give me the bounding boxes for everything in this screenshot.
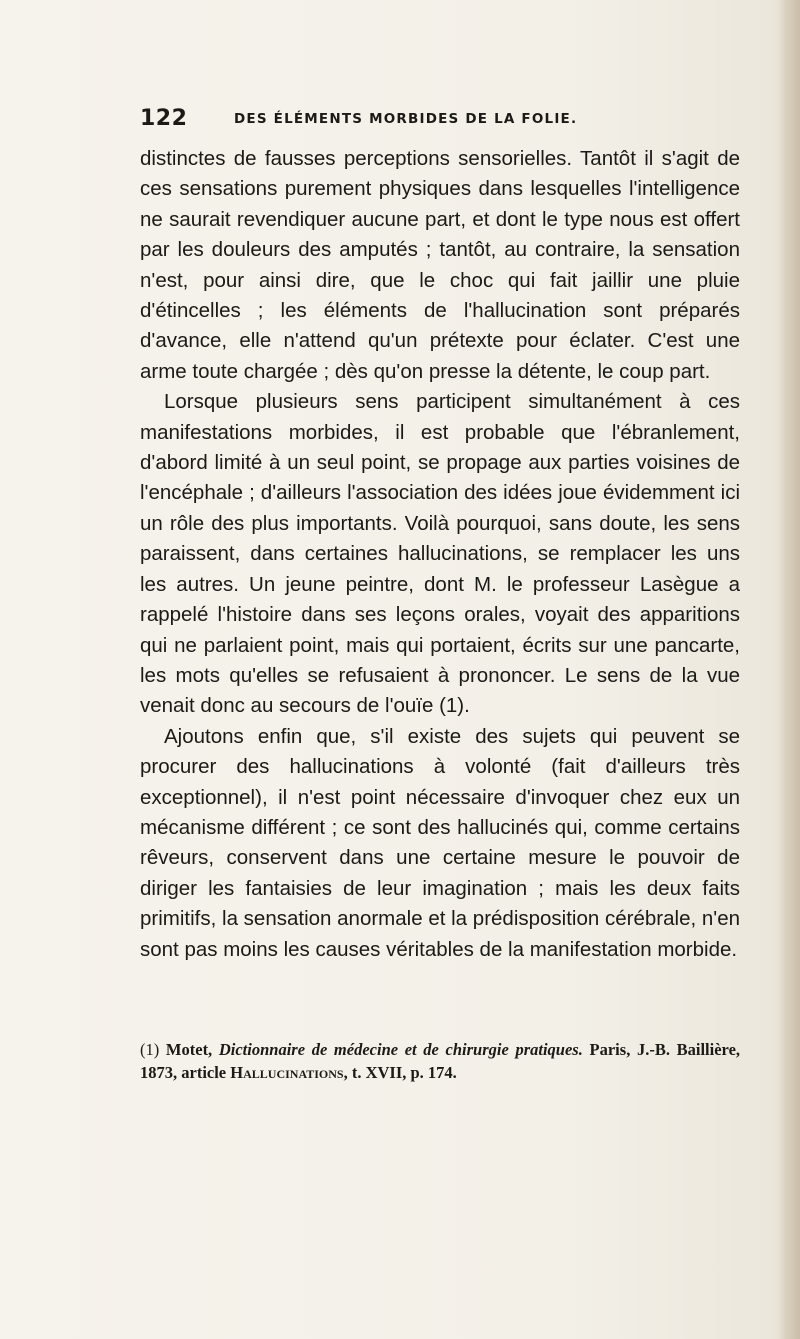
footnote-marker: (1) [140,1040,160,1059]
footnote-location: , t. XVII, p. 174. [343,1063,457,1082]
footnote-work-title: Dictionnaire de médecine et de chirurgie pratiques. [218,1040,583,1059]
running-header [140,106,740,136]
paragraph-2: Lorsque plusieurs sens participent simultanément à ces manifestations morbides, il est probable que l'ébranlement, d'abord limité à un seul point, se propage aux parties voisines de l'encéphale ; d'ailleurs l'association des idées joue évidemment ici un rôle des plus importants. Voilà pourquoi, sans doute, les sens paraissent, dans certaines hallucinations, se remplacer les uns les autres. Un jeune peintre, dont M. le professeur Lasègue a rappelé l'histoire dans ses leçons orales, voyait des apparitions qui ne parlaient point, mais qui portaient, écrits sur une pancarte, les mots qu'elles se refusaient à prononcer. Le sens de la vue venait donc au secours de l'ouïe (1). [140,390,740,718]
paragraph-1: distinctes de fausses perceptions sensorielles. Tantôt il s'agit de ces sensations purement physiques dans lesquelles l'intelligence ne saurait revendiquer aucune part, et dont le type nous est offert par les douleurs des amputés ; tantôt, au contraire, la sensation n'est, pour ainsi dire, que le choc qui fait jaillir une pluie d'étincelles ; les éléments de l'hallucination sont préparés d'avance, elle n'attend qu'un prétexte pour éclater. C'est une arme toute chargée ; dès qu'on presse la détente, le coup part. [140,147,740,383]
paragraph-3: Ajoutons enfin que, s'il existe des sujets qui peuvent se procurer des hallucinations à volonté (fait d'ailleurs très exceptionnel), il n'est point nécessaire d'invoquer chez eux un mécanisme différent ; ce sont des hallucinés qui, comme certains rêveurs, conservent dans une certaine mesure le pouvoir de diriger les fantaisies de leur imagination ; mais les deux faits primitifs, la sensation anormale et la prédisposition cérébrale, n'en sont pas moins les causes véritables de la manifestation morbide. [140,724,740,961]
body-text [140,144,740,965]
footnote [140,1038,740,1084]
footnote-article: Hallucinations [230,1063,344,1082]
footnote-author: Motet, [165,1040,213,1059]
page-number: 122 [140,106,188,131]
page-edge-shadow [778,0,800,1339]
running-title: DES ÉLÉMENTS MORBIDES DE LA FOLIE. [234,111,578,127]
footnote-publisher: Paris, J.-B. Baillière, 1873, article [140,1040,741,1082]
